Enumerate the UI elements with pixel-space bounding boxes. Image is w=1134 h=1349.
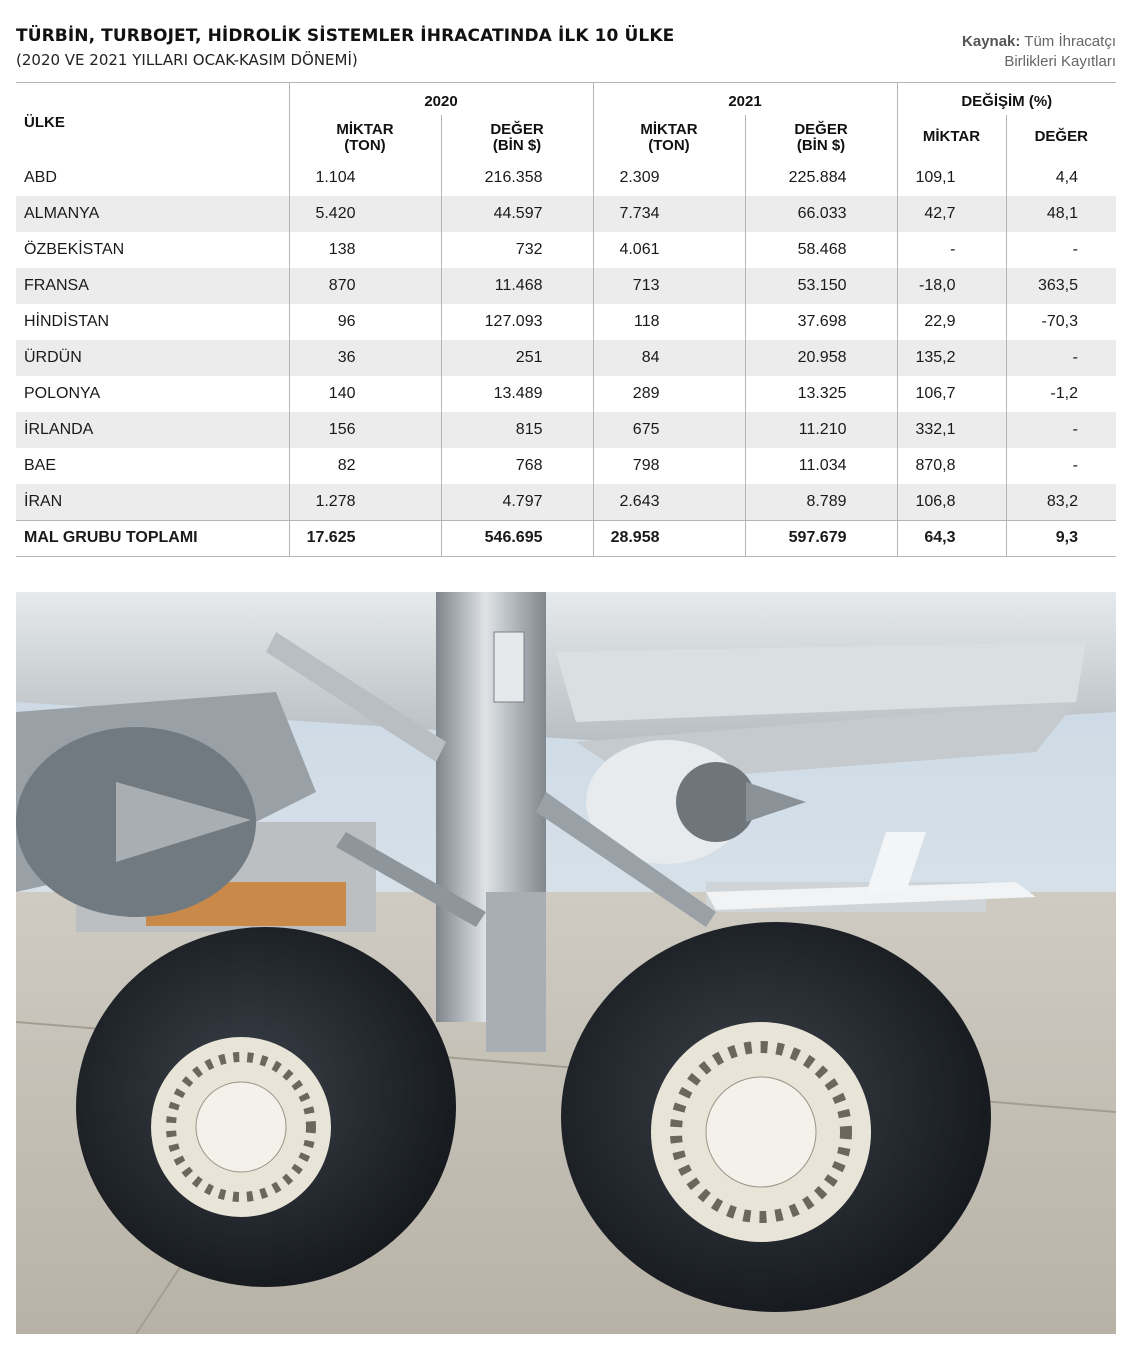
cell-deger-2021: 37.698: [745, 304, 897, 340]
source-text-1: Tüm İhracatçı: [1024, 33, 1116, 50]
cell-change-miktar: -18,0: [897, 268, 1006, 304]
cell-deger-2021: 8.789: [745, 484, 897, 521]
cell-deger-2021: 11.210: [745, 412, 897, 448]
cell-miktar-2020: 138: [289, 232, 441, 268]
cell-deger-2020: 768: [441, 448, 593, 484]
col-header-deger-2021: [745, 115, 897, 160]
cell-change-miktar: 135,2: [897, 340, 1006, 376]
cell-change-deger: 363,5: [1006, 268, 1116, 304]
col-header-deger-unit: (BİN $): [492, 136, 542, 154]
cell-miktar-2021: 798: [593, 448, 745, 484]
wheel-right: [561, 922, 991, 1312]
cell-country: HİNDİSTAN: [24, 312, 110, 330]
cell-miktar-2021: 2.643: [593, 484, 745, 521]
table-row: [16, 304, 1116, 340]
col-header-deger-label: DEĞER: [490, 120, 544, 138]
cell-miktar-2021: 713: [593, 268, 745, 304]
cell-deger-2021: 225.884: [745, 160, 897, 196]
cell-deger-2020: 216.358: [441, 160, 593, 196]
col-header-country: ÜLKE: [24, 114, 65, 131]
col-header-deger-label: DEĞER: [794, 120, 848, 138]
source-text-2: Birlikleri Kayıtları: [1004, 53, 1116, 70]
col-header-miktar-label: MİKTAR: [640, 120, 698, 138]
table-row: [16, 448, 1116, 484]
cell-change-deger: -: [1006, 232, 1116, 268]
cell-deger-2020: 44.597: [441, 196, 593, 232]
cell-deger-2021: 11.034: [745, 448, 897, 484]
col-header-2020: 2020: [289, 83, 593, 115]
col-header-change-deger: DEĞER: [1006, 115, 1116, 160]
cell-miktar-2020: 96: [289, 304, 441, 340]
cell-deger-2021: 58.468: [745, 232, 897, 268]
cell-miktar-2021: 84: [593, 340, 745, 376]
cell-change-miktar: 64,3: [897, 520, 1006, 556]
total-row: [16, 520, 1116, 556]
cell-country: ABD: [24, 168, 57, 186]
cell-change-deger: -70,3: [1006, 304, 1116, 340]
cell-miktar-2021: 289: [593, 376, 745, 412]
source-label: Kaynak:: [962, 33, 1021, 50]
cell-change-deger: 9,3: [1006, 520, 1116, 556]
cell-deger-2021: 13.325: [745, 376, 897, 412]
col-header-2021: 2021: [593, 83, 897, 115]
cell-country: ALMANYA: [16, 196, 289, 232]
cell-miktar-2020: 1.278: [289, 484, 441, 521]
table-row: [16, 232, 1116, 268]
cell-miktar-2020: 36: [289, 340, 441, 376]
cell-deger-2020: 732: [441, 232, 593, 268]
cell-miktar-2021: 28.958: [593, 520, 745, 556]
cell-miktar-2020: 17.625: [289, 520, 441, 556]
col-header-miktar-label: MİKTAR: [336, 120, 394, 138]
cell-miktar-2021: 2.309: [593, 160, 745, 196]
cell-deger-2020: 4.797: [441, 484, 593, 521]
cell-deger-2020: 11.468: [441, 268, 593, 304]
cell-country: FRANSA: [16, 268, 289, 304]
landing-gear-photo: [16, 592, 1116, 1334]
table-subtitle: (2020 VE 2021 YILLARI OCAK-KASIM DÖNEMİ): [16, 51, 358, 69]
cell-miktar-2021: 7.734: [593, 196, 745, 232]
export-table: [16, 82, 1116, 557]
table-row: [16, 196, 1116, 232]
table-row: [16, 484, 1116, 521]
cell-change-miktar: 42,7: [897, 196, 1006, 232]
col-header-miktar-2021: [593, 115, 745, 160]
cell-change-miktar: 106,7: [897, 376, 1006, 412]
cell-change-miktar: 109,1: [897, 160, 1006, 196]
cell-country: ÜRDÜN: [16, 340, 289, 376]
table-row: [16, 412, 1116, 448]
cell-change-miktar: 22,9: [897, 304, 1006, 340]
table-row: [16, 160, 1116, 196]
col-header-miktar-2020: [289, 115, 441, 160]
cell-miktar-2020: 140: [289, 376, 441, 412]
cell-miktar-2020: 156: [289, 412, 441, 448]
cell-miktar-2020: 82: [289, 448, 441, 484]
cell-deger-2020: 13.489: [441, 376, 593, 412]
cell-country: ÖZBEKİSTAN: [24, 240, 125, 258]
table-row: [16, 268, 1116, 304]
cell-change-miktar: 332,1: [897, 412, 1006, 448]
cell-change-deger: -: [1006, 412, 1116, 448]
source-note: [962, 32, 1116, 72]
cell-change-miktar: 106,8: [897, 484, 1006, 521]
cell-miktar-2021: 4.061: [593, 232, 745, 268]
cell-country: MAL GRUBU TOPLAMI: [16, 520, 289, 556]
cell-deger-2021: 20.958: [745, 340, 897, 376]
col-header-deger-2020: [441, 115, 593, 160]
cell-deger-2020: 127.093: [441, 304, 593, 340]
cell-change-deger: 48,1: [1006, 196, 1116, 232]
cell-miktar-2020: 5.420: [289, 196, 441, 232]
table-row: [16, 376, 1116, 412]
cell-country: POLONYA: [24, 384, 101, 402]
cell-miktar-2021: 118: [593, 304, 745, 340]
cell-change-deger: 83,2: [1006, 484, 1116, 521]
cell-deger-2020: 546.695: [441, 520, 593, 556]
landing-gear-illustration: [16, 592, 1116, 1334]
col-header-change: DEĞİŞİM (%): [897, 83, 1116, 115]
cell-change-miktar: -: [897, 232, 1006, 268]
cell-deger-2021: 597.679: [745, 520, 897, 556]
col-header-change-miktar: MİKTAR: [897, 115, 1006, 160]
table-body: [16, 160, 1116, 557]
cell-miktar-2020: 870: [289, 268, 441, 304]
table-title: TÜRBİN, TURBOJET, HİDROLİK SİSTEMLER İHRACATINDA İLK 10 ÜLKE: [16, 26, 675, 46]
cell-deger-2021: 66.033: [745, 196, 897, 232]
cell-country: BAE: [24, 456, 57, 474]
cell-deger-2020: 815: [441, 412, 593, 448]
table-row: [16, 340, 1116, 376]
cell-country: İRAN: [16, 484, 289, 521]
col-header-miktar-unit: (TON): [648, 136, 690, 154]
cell-deger-2021: 53.150: [745, 268, 897, 304]
cell-change-deger: -: [1006, 340, 1116, 376]
cell-country: İRLANDA: [16, 412, 289, 448]
col-header-deger-unit: (BİN $): [796, 136, 846, 154]
cell-change-miktar: 870,8: [897, 448, 1006, 484]
cell-miktar-2021: 675: [593, 412, 745, 448]
cell-change-deger: -: [1006, 448, 1116, 484]
col-header-miktar-unit: (TON): [344, 136, 386, 154]
cell-change-deger: -1,2: [1006, 376, 1116, 412]
cell-deger-2020: 251: [441, 340, 593, 376]
wheel-left: [76, 927, 456, 1287]
cell-change-deger: 4,4: [1006, 160, 1116, 196]
cell-miktar-2020: 1.104: [289, 160, 441, 196]
